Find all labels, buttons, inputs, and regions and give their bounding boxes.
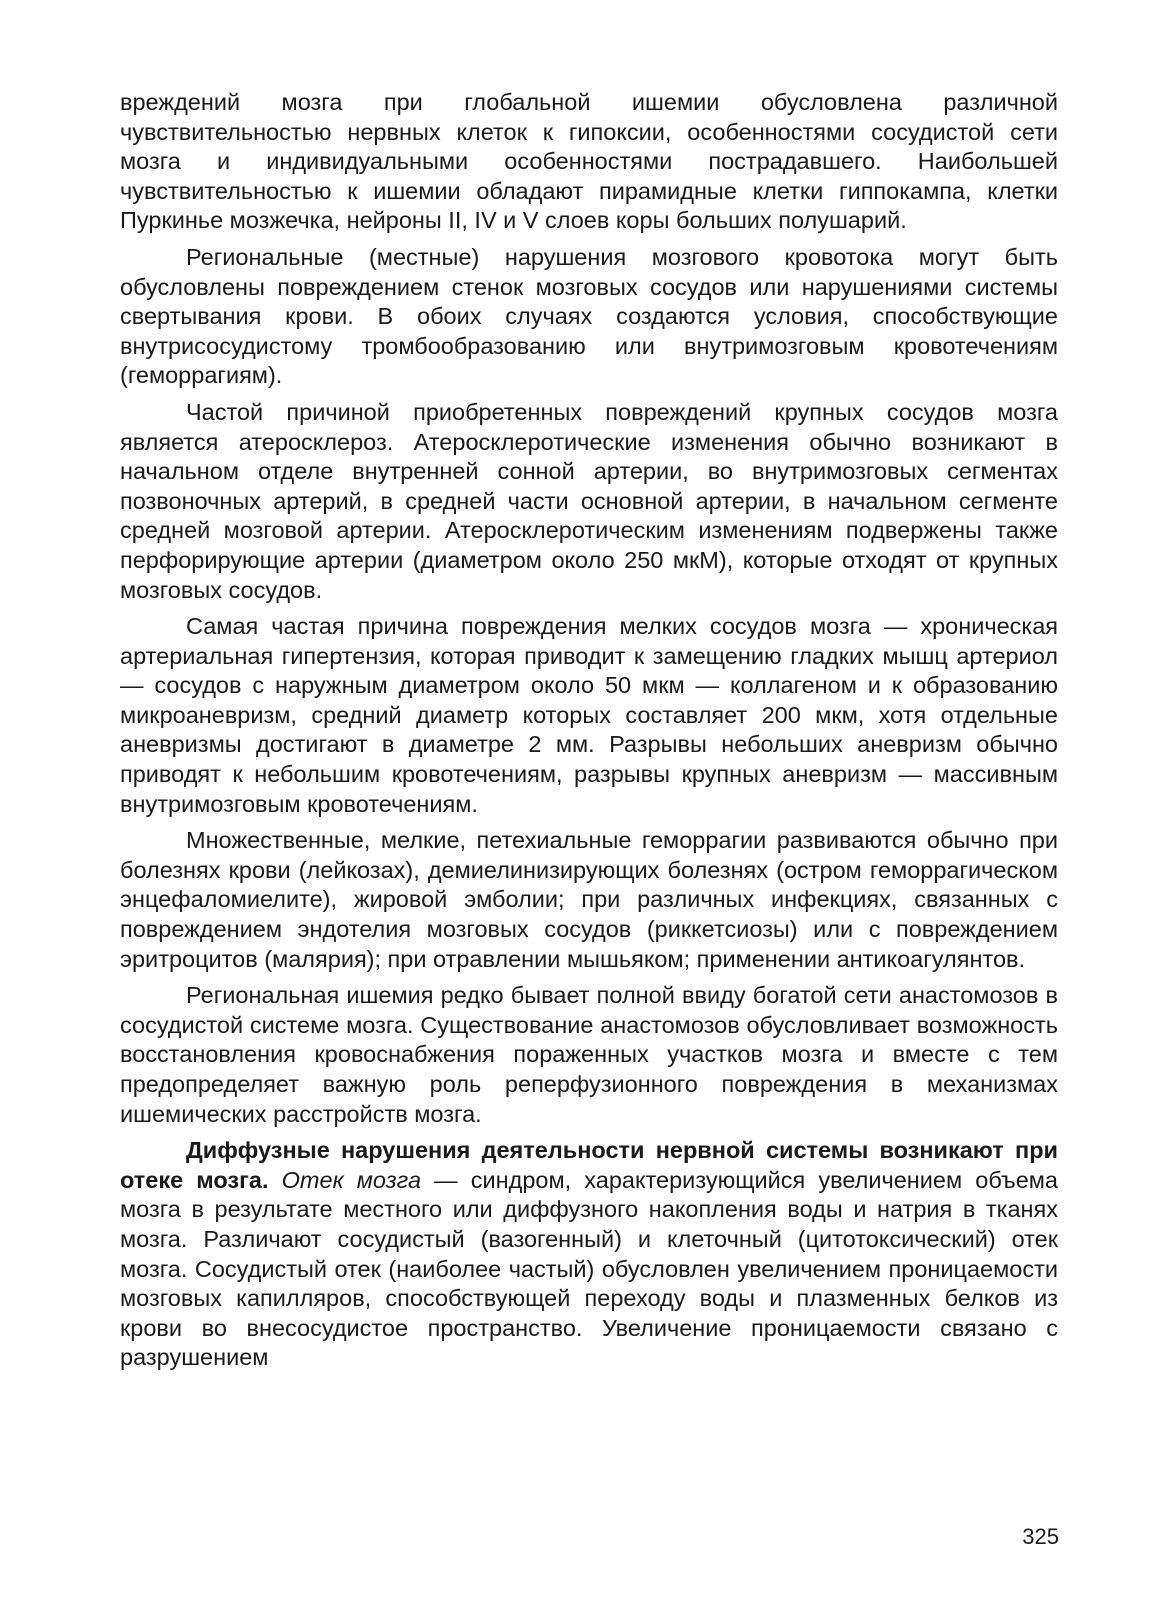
paragraph-brain-edema xyxy=(120,1136,1058,1373)
edema-heading-bold: Диффузные нарушения деятельности нервной системы возникают при отеке мозга. xyxy=(120,1137,1058,1193)
page-number: 325 xyxy=(1022,1524,1059,1549)
paragraph-atherosclerosis: Частой причиной приобретенных повреждений крупных сосудов мозга является атеросклероз. Атеросклеротические изменения обычно возникают в начальном отделе внутренней сонной артерии, во внутримозговых сегментах позвоночных артерий, в средней части основной артерии, в начальном сегменте средней мозговой артерии. Атеросклеротическим изменениям подвержены также перфорирующие артерии (диаметром около 250 мкМ), которые отходят от крупных мозговых сосудов. xyxy=(120,398,1058,603)
edema-definition-text: — синдром, характеризующийся увеличением объема мозга в результате местного или диффузного накопления воды и натрия в тканях мозга. Различают сосудистый (вазогенный) и клеточный (цитотоксический) отек мозга. Сосудистый отек (наиболее частый) обусловлен увеличением проницаемости мозговых капилляров, способствующей переходу воды и плазменных белков из крови во внесосудистое пространство. Увеличение проницаемости связано с разрушением xyxy=(120,1166,1058,1371)
paragraph-regional-disorders: Региональные (местные) нарушения мозгового кровотока могут быть обусловлены повреждением стенок мозговых сосудов или нарушениями системы свертывания крови. В обоих случаях создаются условия, способствующие внутрисосудистому тромбообразованию или внутримозговым кровотечениям (геморрагиям). xyxy=(120,243,1058,389)
edema-term-italic: Отек мозга xyxy=(281,1166,422,1193)
paragraph-regional-ischemia: Региональная ишемия редко бывает полной ввиду богатой сети анастомозов в сосудистой системе мозга. Существование анастомозов обусловливает возможность восстановления кровоснабжения пораженных участков мозга и вместе с тем предопределяет важную роль реперфузионного повреждения в механизмах ишемических расстройств мозга. xyxy=(120,982,1058,1127)
paragraph-petechial-hemorrhages: Множественные, мелкие, петехиальные геморрагии развиваются обычно при болезнях крови (лейкозах), демиелинизирующих болезнях (остром геморрагическом энцефаломиелите), жировой эмболии; при различных инфекциях, связанных с повреждением эндотелия мозговых сосудов (риккетсиозы) или с повреждением эритроцитов (малярия); при отравлении мышьяком; применении антикоагулянтов. xyxy=(120,827,1058,972)
page-body xyxy=(120,88,1058,1373)
paragraph-hypertension: Самая частая причина повреждения мелких сосудов мозга — хроническая артериальная гипертензия, которая приводит к замещению гладких мышц артериол — сосудов с наружным диаметром около 50 мкм — коллагеном и к образованию микроаневризм, средний диаметр которых составляет 200 мкм, хотя отдельные аневризмы достигают в диаметре 2 мм. Разрывы небольших аневризм обычно приводят к небольшим кровотечениям, разрывы крупных аневризм — массивным внутримозговым кровотечениям. xyxy=(120,613,1058,817)
paragraph-global-ischemia: вреждений мозга при глобальной ишемии обусловлена различной чувствительностью нервных клеток к гипоксии, особенностями сосудистой сети мозга и индивидуальными особенностями пострадавшего. Наибольшей чувствительностью к ишемии обладают пирамидные клетки гиппокампа, клетки Пуркинье мозжечка, нейроны II, IV и V слоев коры больших полушарий. xyxy=(120,89,1058,234)
